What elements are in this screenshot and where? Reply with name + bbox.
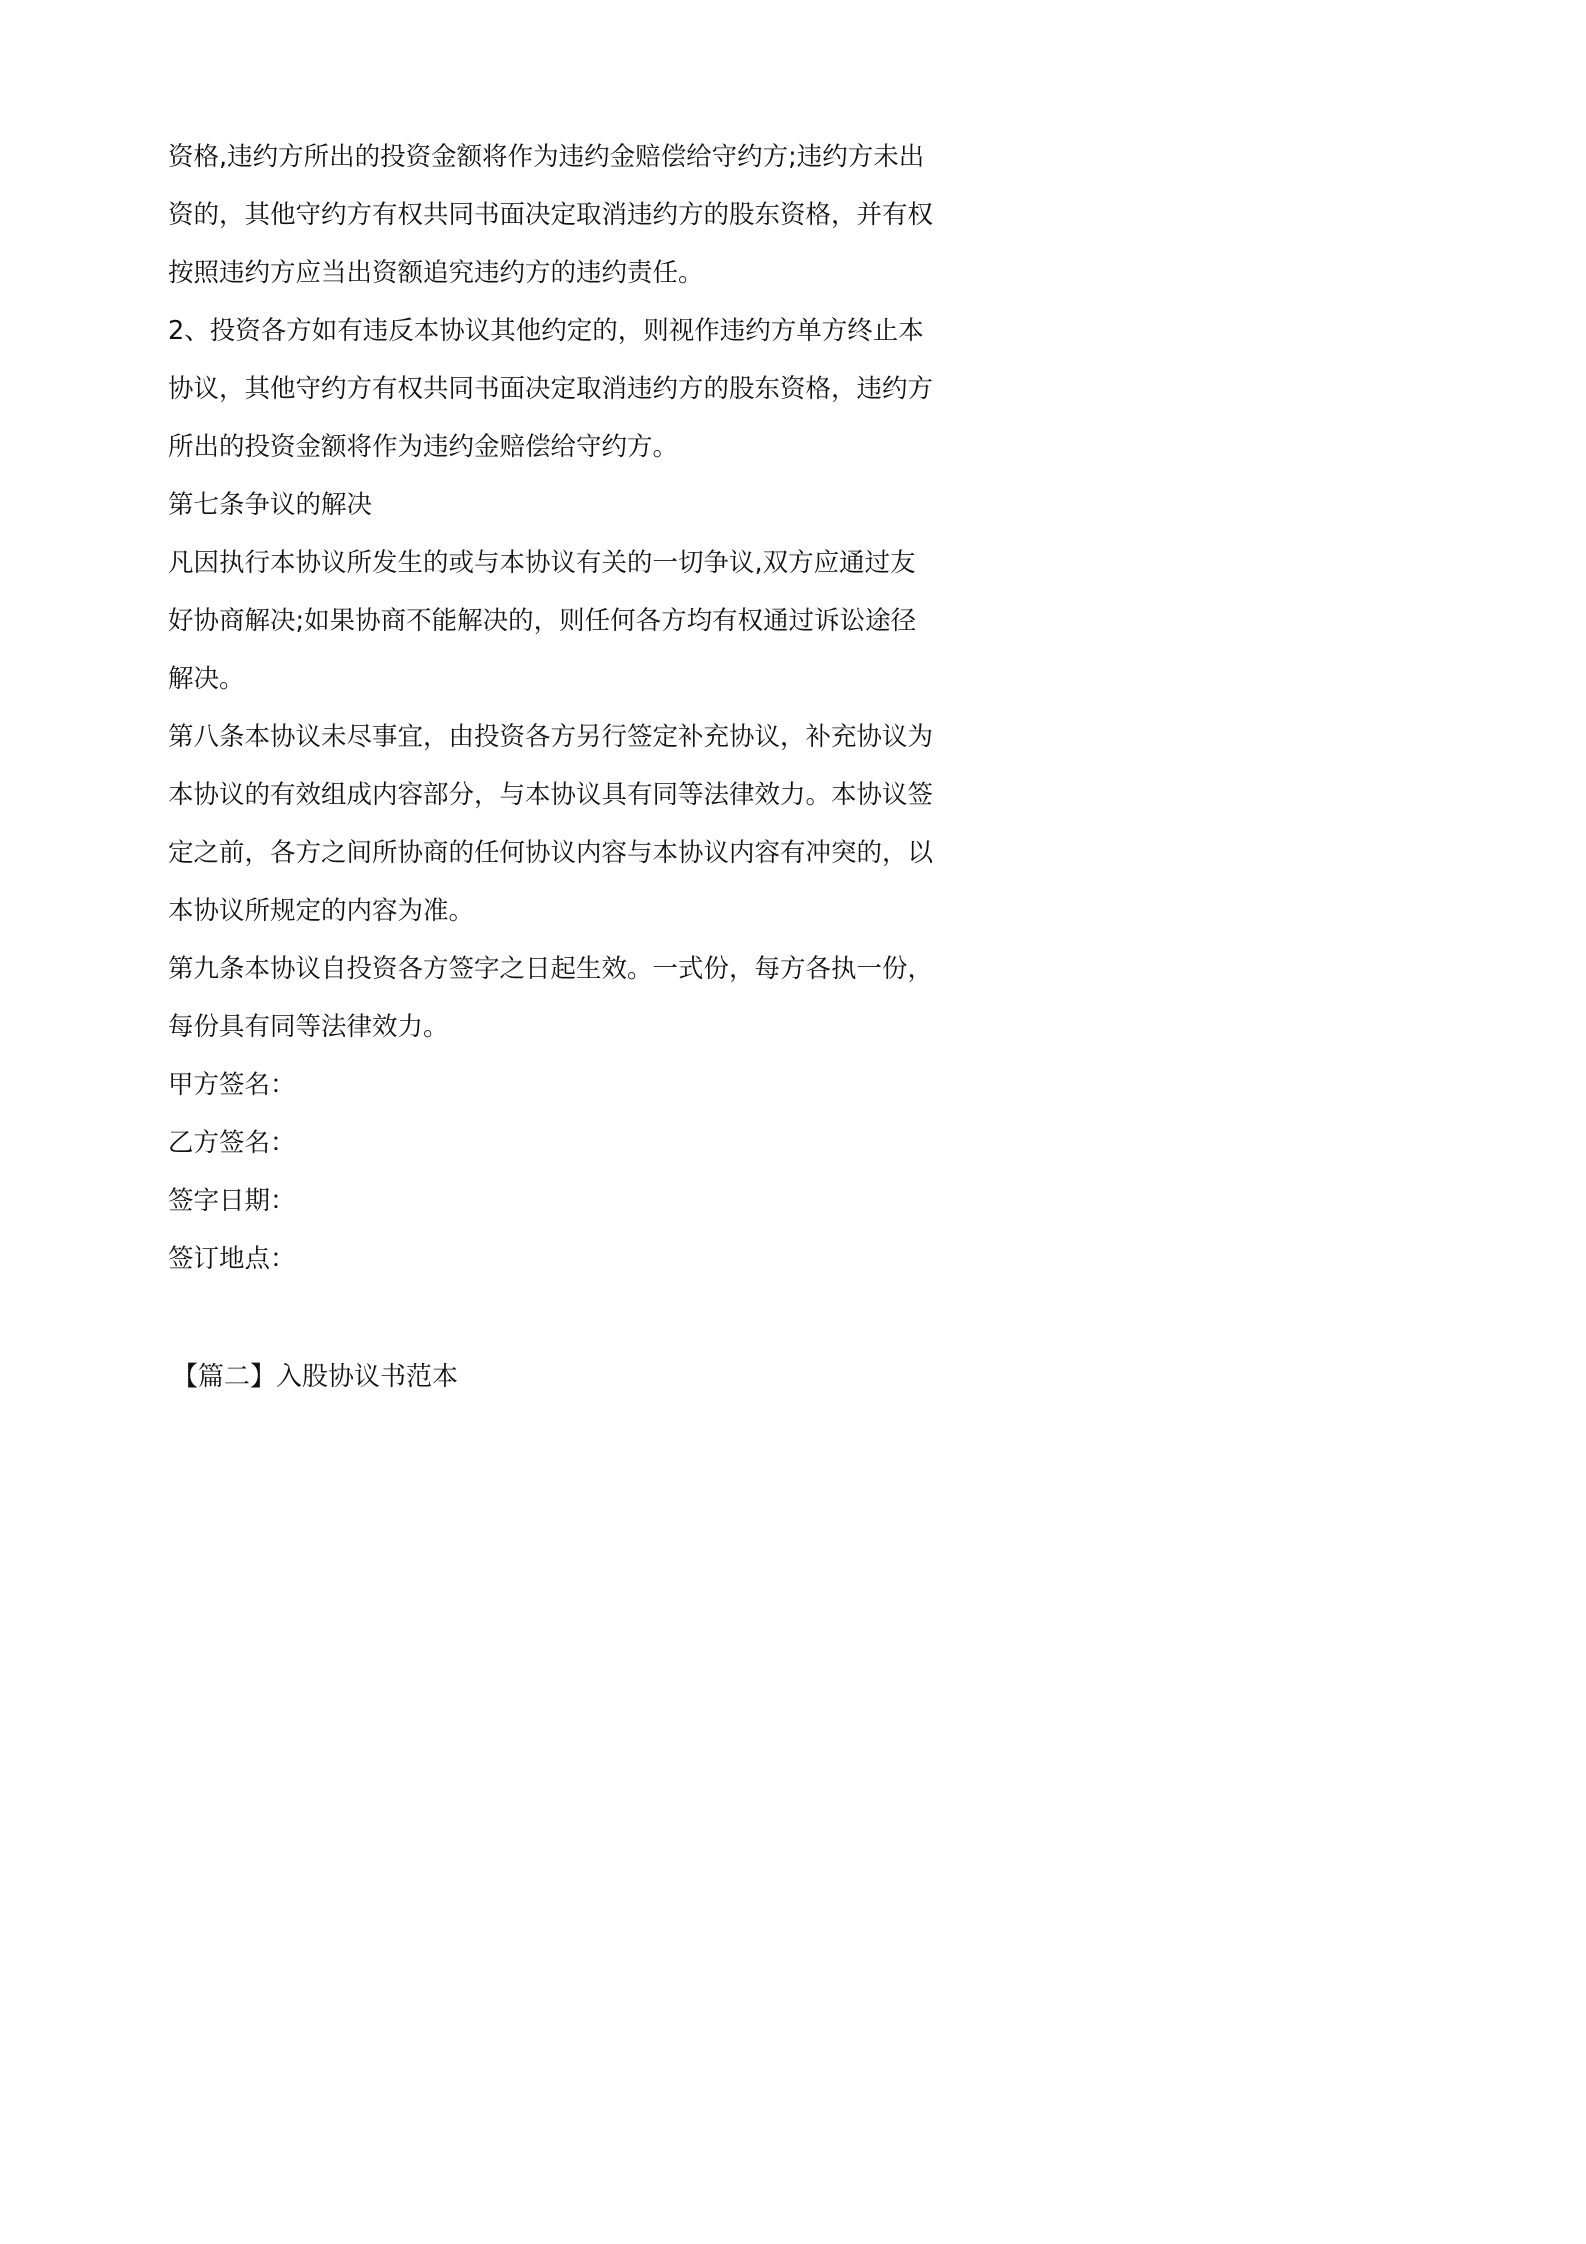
section-heading: 【篇二】入股协议书范本: [172, 1362, 459, 1392]
signature-field-party-a: 甲方签名：: [168, 1070, 296, 1100]
paragraph-line: 解决。: [168, 664, 245, 694]
paragraph-line: 第八条本协议未尽事宜，由投资各方另行签定补充协议，补充协议为: [168, 722, 934, 752]
paragraph-line: 资格,违约方所出的投资金额将作为违约金赔偿给守约方;违约方未出: [168, 142, 925, 172]
paragraph-line: 资的，其他守约方有权共同书面决定取消违约方的股东资格，并有权: [168, 200, 934, 230]
paragraph-line: 定之前，各方之间所协商的任何协议内容与本协议内容有冲突的，以: [168, 838, 934, 868]
paragraph-line: 按照违约方应当出资额追究违约方的违约责任。: [168, 258, 704, 288]
paragraph-line: 每份具有同等法律效力。: [168, 1012, 449, 1042]
paragraph-line: 第九条本协议自投资各方签字之日起生效。一式份，每方各执一份，: [168, 954, 934, 984]
signature-date-field: 签字日期：: [168, 1186, 296, 1216]
signature-field-party-b: 乙方签名：: [168, 1128, 296, 1158]
paragraph-line: 本协议所规定的内容为准。: [168, 896, 475, 926]
paragraph-line: 2、投资各方如有违反本协议其他约定的，则视作违约方单方终止本: [168, 316, 924, 346]
paragraph-line: 好协商解决;如果协商不能解决的，则任何各方均有权通过诉讼途径: [168, 606, 917, 636]
document-page: [0, 0, 1100, 1556]
article-heading: 第七条争议的解决: [168, 490, 373, 520]
paragraph-line: 凡因执行本协议所发生的或与本协议有关的一切争议,双方应通过友: [168, 548, 916, 578]
paragraph-line: 本协议的有效组成内容部分，与本协议具有同等法律效力。本协议签: [168, 780, 934, 810]
paragraph-line: 协议，其他守约方有权共同书面决定取消违约方的股东资格，违约方: [168, 374, 934, 404]
paragraph-line: 所出的投资金额将作为违约金赔偿给守约方。: [168, 432, 679, 462]
signing-location-field: 签订地点：: [168, 1244, 296, 1274]
